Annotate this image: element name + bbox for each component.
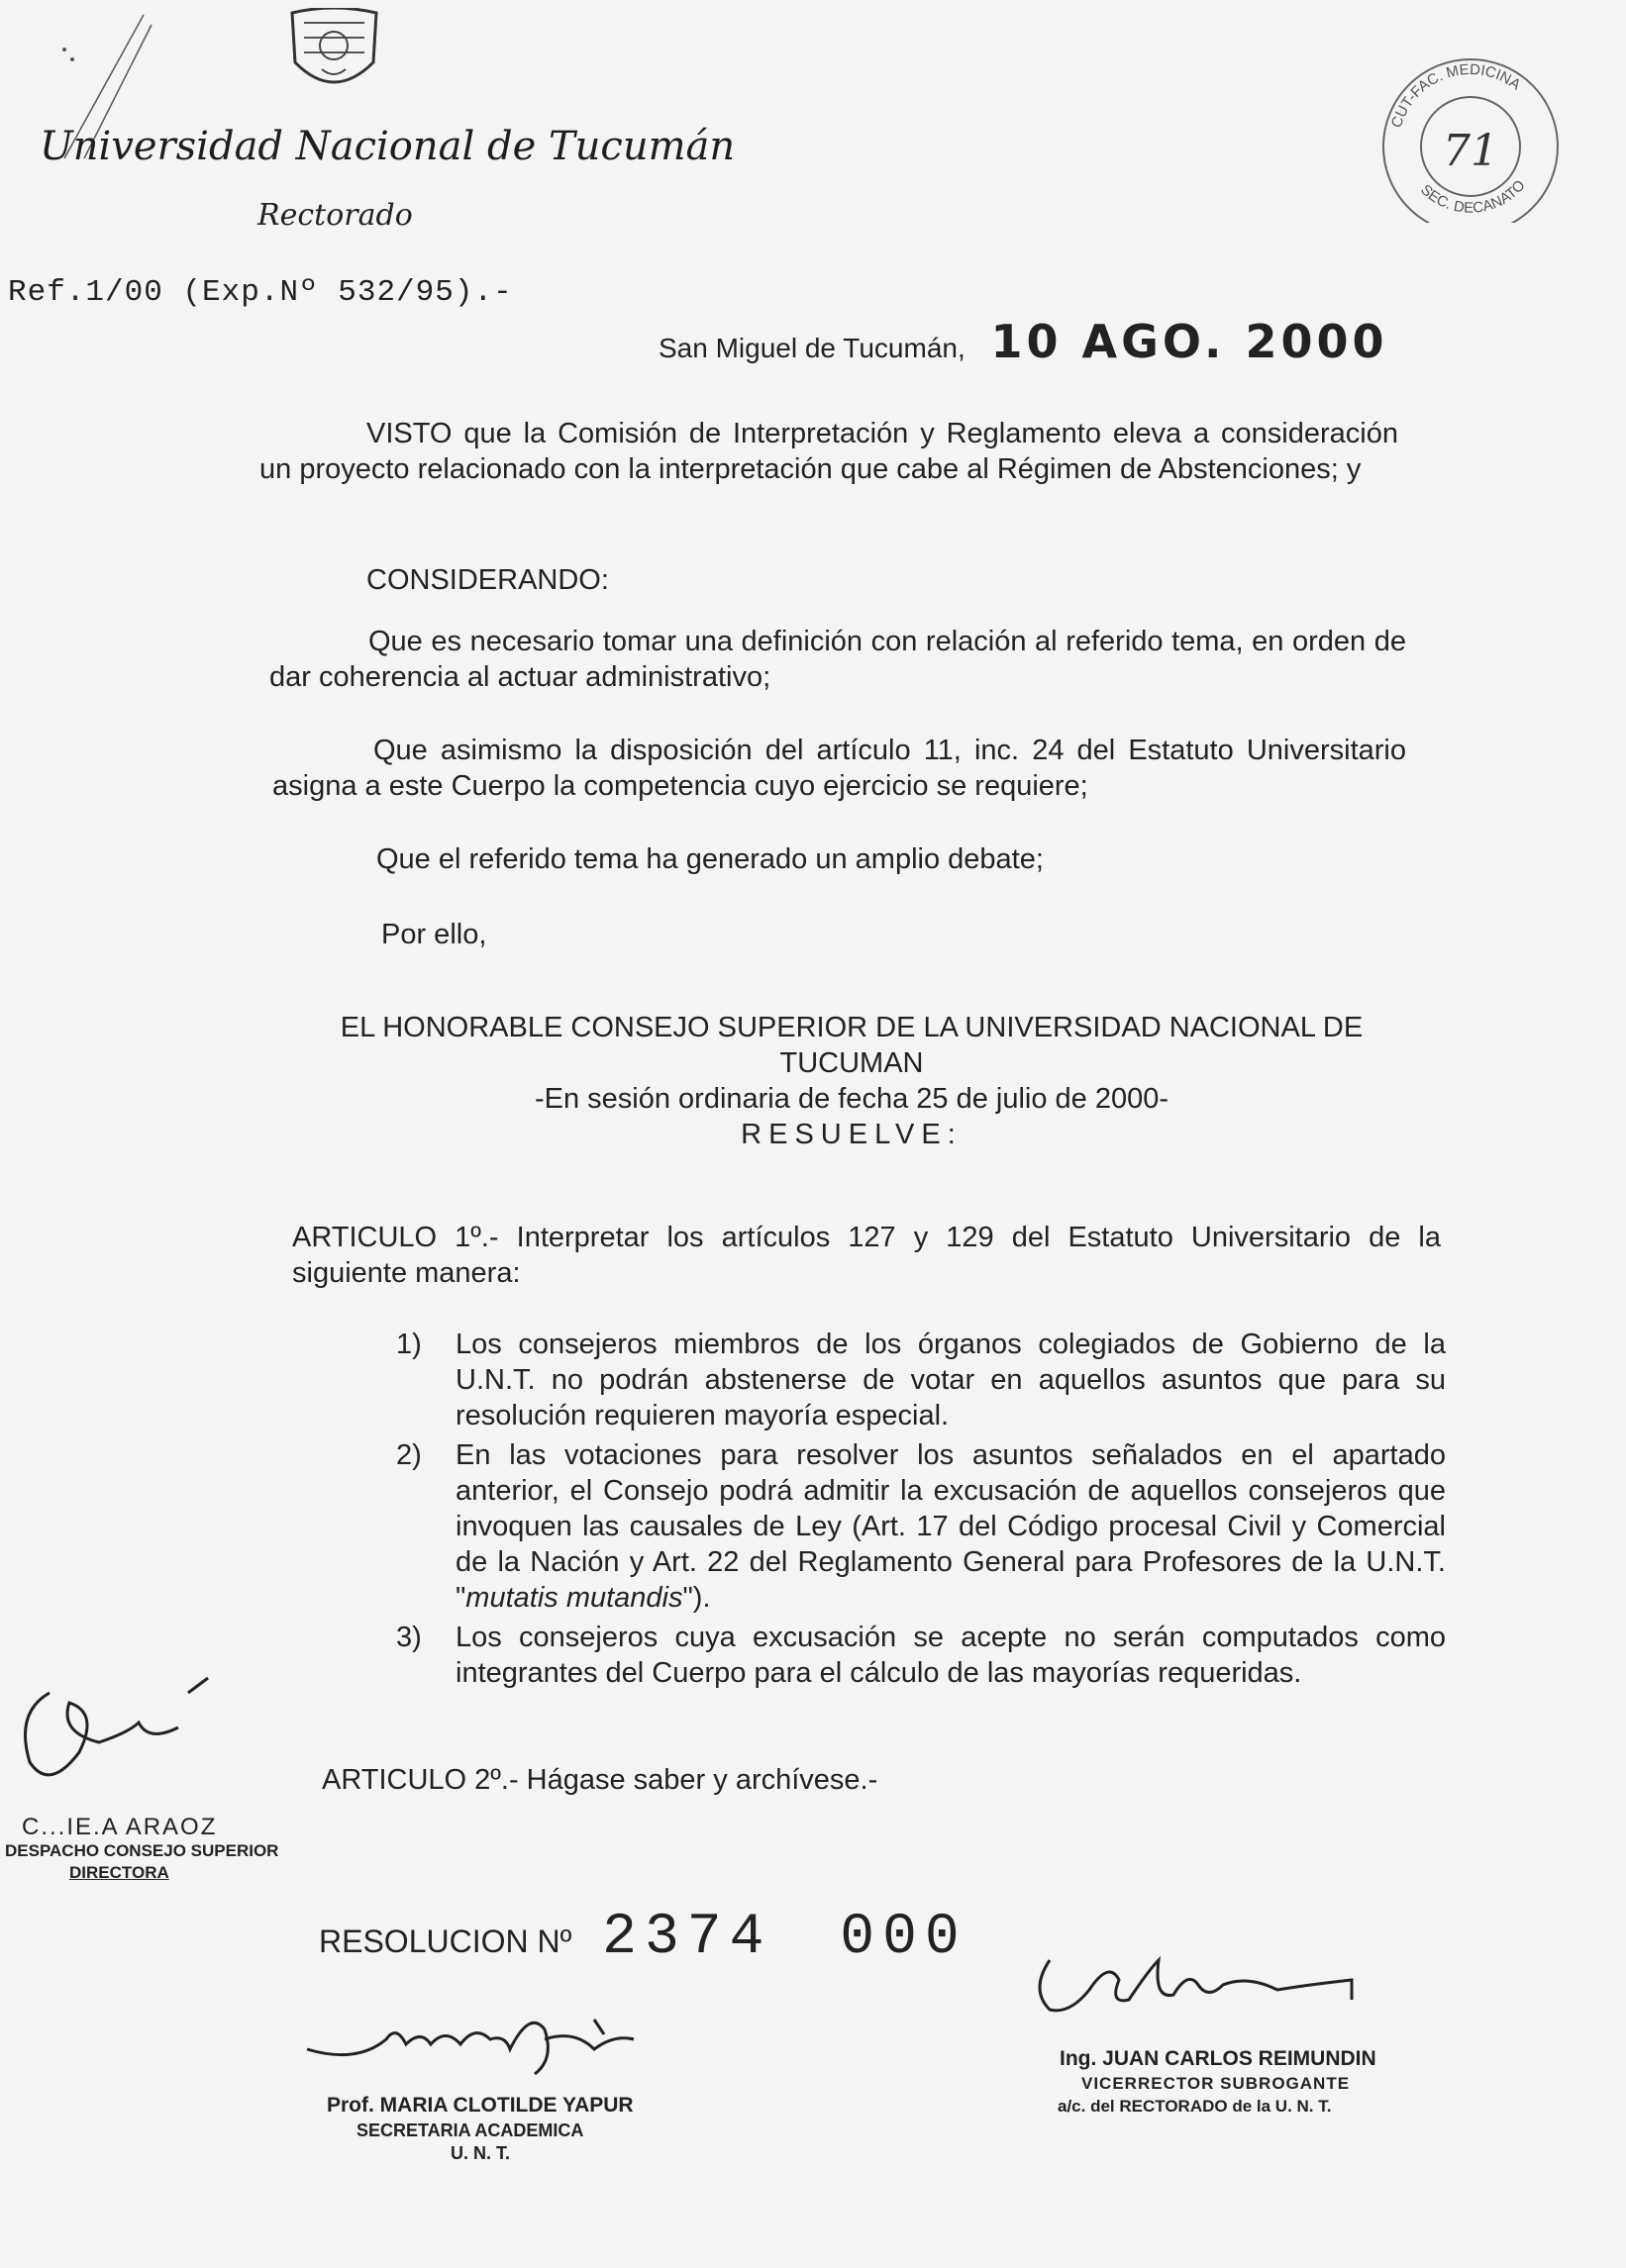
- item-text: Los consejeros cuya excusación se acepte no serán computados como integrantes del Cuerpo para el cálculo de las mayorías requeridas.: [456, 1622, 1446, 1689]
- articulo-2: ARTICULO 2º.- Hágase saber y archívese.-: [322, 1764, 878, 1796]
- list-item: [396, 1437, 1446, 1616]
- considerando-heading: CONSIDERANDO:: [366, 564, 609, 596]
- council-header: [277, 1010, 1426, 1152]
- right-signer-name: Ing. JUAN CARLOS REIMUNDIN: [1060, 2047, 1376, 2070]
- reference-number: Ref.1/00 (Exp.Nº 532/95).-: [8, 275, 513, 310]
- articulo-1: ARTICULO 1º.- Interpretar los artículos 127 y 129 del Estatuto Universitario de la siguiente manera:: [292, 1222, 1441, 1289]
- considerando-paragraph-3: Que el referido tema ha generado un amplio debate;: [376, 843, 1044, 875]
- stamp-text-top: CUT-FAC. MEDICINA: [1387, 60, 1524, 131]
- left-signer-title: DIRECTORA: [69, 1863, 169, 1882]
- university-crest-logo: [282, 8, 386, 97]
- item-number: 2): [396, 1439, 422, 1471]
- stamp-ring-icon: [1369, 54, 1567, 223]
- right-signer-role: VICERRECTOR SUBROGANTE: [1081, 2074, 1351, 2093]
- visto-paragraph: VISTO que la Comisión de Interpretación y Reglamento eleva a consideración un proyecto relacionado con la interpretación que cabe al Régimen de Abstenciones; y: [259, 418, 1398, 485]
- place-date: [659, 315, 1388, 368]
- por-ello: Por ello,: [381, 919, 487, 950]
- considerando-paragraph-1: Que es necesario tomar una definición con relación al referido tema, en orden de dar coherencia al actuar administrativo;: [269, 626, 1406, 693]
- council-line-2: TUCUMAN: [779, 1047, 924, 1079]
- resolution-line: [319, 1906, 967, 1970]
- right-signature-icon: [1010, 1930, 1386, 2020]
- center-signer-org: U. N. T.: [451, 2143, 511, 2163]
- right-signer-org: a/c. del RECTORADO de la U. N. T.: [1058, 2097, 1332, 2116]
- session-line: -En sesión ordinaria de fecha 25 de julio de 2000-: [534, 1083, 1169, 1115]
- left-signature-icon: [10, 1673, 267, 1792]
- item-text-end: ").: [682, 1582, 711, 1614]
- left-signer-role: DESPACHO CONSEJO SUPERIOR: [5, 1841, 279, 1860]
- council-line-1: EL HONORABLE CONSEJO SUPERIOR DE LA UNIVERSIDAD NACIONAL DE: [340, 1012, 1364, 1043]
- resolution-label: RESOLUCION Nº: [319, 1923, 572, 1959]
- center-signature-icon: [297, 1990, 673, 2079]
- center-signer-role: SECRETARIA ACADEMICA: [356, 2120, 584, 2140]
- left-signer-name: C...IE.A ARAOZ: [22, 1814, 218, 1840]
- center-signer-name: Prof. MARIA CLOTILDE YAPUR: [327, 2094, 634, 2117]
- date-stamp: 10 AGO. 2000: [990, 315, 1388, 368]
- svg-text:CUT-FAC. MEDICINA: [1388, 61, 1524, 130]
- item-number: 3): [396, 1622, 422, 1653]
- item-text: En las votaciones para resolver los asuntos señalados en el apartado anterior, el Consejo podrá admitir la excusación de aquellos consejeros que invoquen las causales de Ley (Art. 17 del Código procesal Civil y Comercial de la Nación y Art. 22 del Reglamento General para Profesores de la U.N.T. ": [456, 1439, 1446, 1614]
- stamp-text-bottom: SEC. DECANATO: [1417, 176, 1529, 217]
- faculty-stamp: [1369, 54, 1567, 223]
- office-name: Rectorado: [257, 198, 413, 233]
- item-number: 1): [396, 1329, 422, 1360]
- list-item: [396, 1620, 1446, 1691]
- university-name: Universidad Nacional de Tucumán: [40, 124, 736, 169]
- resolution-suffix: 000: [840, 1906, 967, 1970]
- stamp-folio: 71: [1443, 126, 1498, 176]
- place-label: San Miguel de Tucumán,: [659, 333, 965, 363]
- item-text-italic: mutatis mutandis: [465, 1582, 683, 1614]
- considerando-paragraph-2: Que asimismo la disposición del artículo 11, inc. 24 del Estatuto Universitario asigna a este Cuerpo la competencia cuyo ejercicio se requiere;: [272, 735, 1406, 802]
- item-text: Los consejeros miembros de los órganos colegiados de Gobierno de la U.N.T. no podrán abstenerse de votar en aquellos asuntos que para su resolución requieren mayoría especial.: [456, 1329, 1446, 1431]
- list-item: [396, 1327, 1446, 1433]
- resuelve-heading: RESUELVE:: [741, 1119, 963, 1150]
- resolution-number: 2374: [602, 1906, 772, 1970]
- articulo-1-items: [396, 1327, 1446, 1695]
